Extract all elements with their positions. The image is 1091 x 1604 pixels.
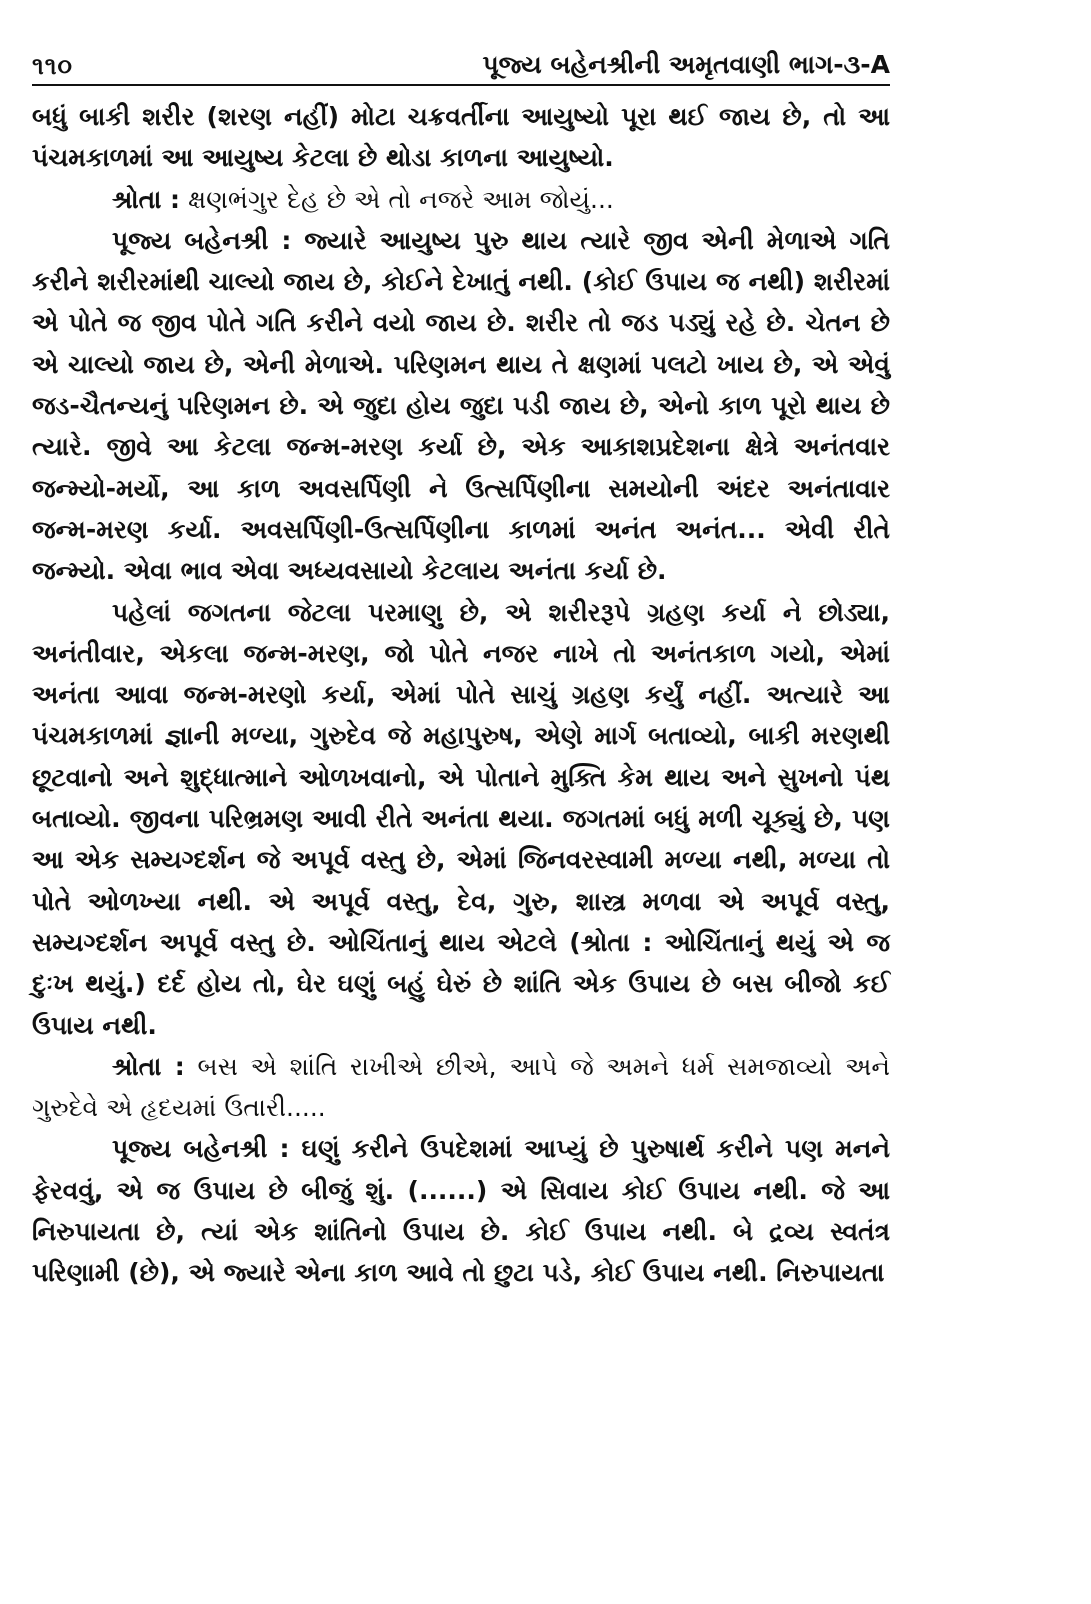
paragraph-text: ક્ષણભંગુર દેહ છે એ તો નજરે આમ જોયું... xyxy=(180,184,614,214)
paragraph-2-listener xyxy=(32,179,890,220)
paragraph-text: જ્યારે આયુષ્ય પુરુ થાય ત્યારે જીવ એની મેળાએ ગતિ કરીને શરીરમાંથી ચાલ્યો જાય છે, કોઈને દેખાતું નથી. (કોઈ ઉપાય જ નથી) શરીરમાં એ પોતે જ જીવ પોતે ગતિ કરીને વયો જાય છે. શરીર તો જડ પડ્યું રહે છે. ચેતન છે એ ચાલ્યો જાય છે, એની મેળાએ. પરિણમન થાય તે ક્ષણમાં પલટો ખાય છે, એ એવું જડ-ચૈતન્યનું પરિણમન છે. એ જુદા હોય જુદા પડી જાય છે, એનો કાળ પૂરો થાય છે ત્યારે. જીવે આ કેટલા જન્મ-મરણ કર્યા છે, એક આકાશપ્રદેશના ક્ષેત્રે અનંતવાર જન્મ્યો-મર્યો, આ કાળ અવસર્પિણી ને ઉત્સર્પિણીના સમયોની અંદર અનંતાવાર જન્મ-મરણ કર્યા. અવસર્પિણી-ઉત્સર્પિણીના કાળમાં અનંત અનંત... એવી રીતે જન્મ્યો. એવા ભાવ એવા અધ્યવસાયો કેટલાય અનંતા કર્યા છે. xyxy=(32,225,890,586)
paragraph-text: પહેલાં જગતના જેટલા પરમાણુ છે, એ શરીરરૂપે ગ્રહણ કર્યા ને છોડ્યા, અનંતીવાર, એકલા જન્મ-મરણ, જો પોતે નજર નાખે તો અનંતકાળ ગયો, એમાં અનંતા આવા જન્મ-મરણો કર્યા, એમાં પોતે સાચું ગ્રહણ કર્યું નહીં. અત્યારે આ પંચમકાળમાં જ્ઞાની મળ્યા, ગુરુદેવ જે મહાપુરુષ, એણે માર્ગ બતાવ્યો, બાકી મરણથી છૂટવાનો અને શુદ્ધાત્માને ઓળખવાનો, એ પોતાને મુક્તિ કેમ થાય અને સુખનો પંથ બતાવ્યો. જીવના પરિભ્રમણ આવી રીતે અનંતા થયા. જગતમાં બધું મળી ચૂક્યું છે, પણ આ એક સમ્યગ્દર્શન જે અપૂર્વ વસ્તુ છે, એમાં જિનવરસ્વામી મળ્યા નથી, મળ્યા તો પોતે ઓળખ્યા નથી. એ અપૂર્વ વસ્તુ, દેવ, ગુરુ, શાસ્ત્ર મળવા એ અપૂર્વ વસ્તુ, સમ્યગ્દર્શન અપૂર્વ વસ્તુ છે. ઓચિંતાનું થાય એટલે (શ્રોતા : ઓચિંતાનું થયું એ જ દુઃખ થયું.) દર્દ હોય તો, ઘેર ઘણું બહું ઘેરું છે શાંતિ એક ઉપાય છે બસ બીજો કઈ ઉપાય નથી. xyxy=(32,597,890,1040)
running-title: પૂજ્ય બહેનશ્રીની અમૃતવાણી ભાગ-૩-A xyxy=(482,50,890,79)
paragraph-1 xyxy=(32,96,890,179)
speaker-label: શ્રોતા : xyxy=(112,1051,185,1081)
paragraph-text: ઘણું કરીને ઉપદેશમાં આપ્યું છે પુરુષાર્થ કરીને પણ મનને ફેરવવું, એ જ ઉપાય છે બીજું શું. (......) એ સિવાય કોઈ ઉપાય નથી. જે આ નિરુપાયતા છે, ત્યાં એક શાંતિનો ઉપાય છે. કોઈ ઉપાય નથી. બે દ્રવ્ય સ્વતંત્ર પરિણામી (છે), એ જ્યારે એના કાળ આવે તો છુટા પડે, કોઈ ઉપાય નથી. નિરુપાયતા xyxy=(32,1134,890,1288)
speaker-label: શ્રોતા : xyxy=(112,184,181,214)
page-header xyxy=(32,40,890,86)
paragraph-5-listener xyxy=(32,1046,890,1129)
page-number: ૧૧૦ xyxy=(32,52,73,80)
body-text xyxy=(32,96,890,1294)
speaker-label: પૂજ્ય બહેનશ્રી : xyxy=(112,225,292,255)
speaker-label: પૂજ્ય બહેનશ્રી : xyxy=(112,1134,290,1164)
paragraph-text: બધું બાકી શરીર (શરણ નહીં) મોટા ચક્રવર્તીના આયુષ્યો પૂરા થઈ જાય છે, તો આ પંચમકાળમાં આ આયુષ્ય કેટલા છે થોડા કાળના આયુષ્યો. xyxy=(32,102,890,173)
paragraph-6-bahenshri xyxy=(32,1128,890,1293)
paragraph-text: બસ એ શાંતિ રાખીએ છીએ, આપે જે અમને ધર્મ સમજાવ્યો અને ગુરુદેવે એ હૃદયમાં ઉતારી..... xyxy=(32,1051,890,1123)
paragraph-4 xyxy=(32,592,890,1046)
paragraph-3-bahenshri xyxy=(32,220,890,592)
page xyxy=(32,40,890,1294)
